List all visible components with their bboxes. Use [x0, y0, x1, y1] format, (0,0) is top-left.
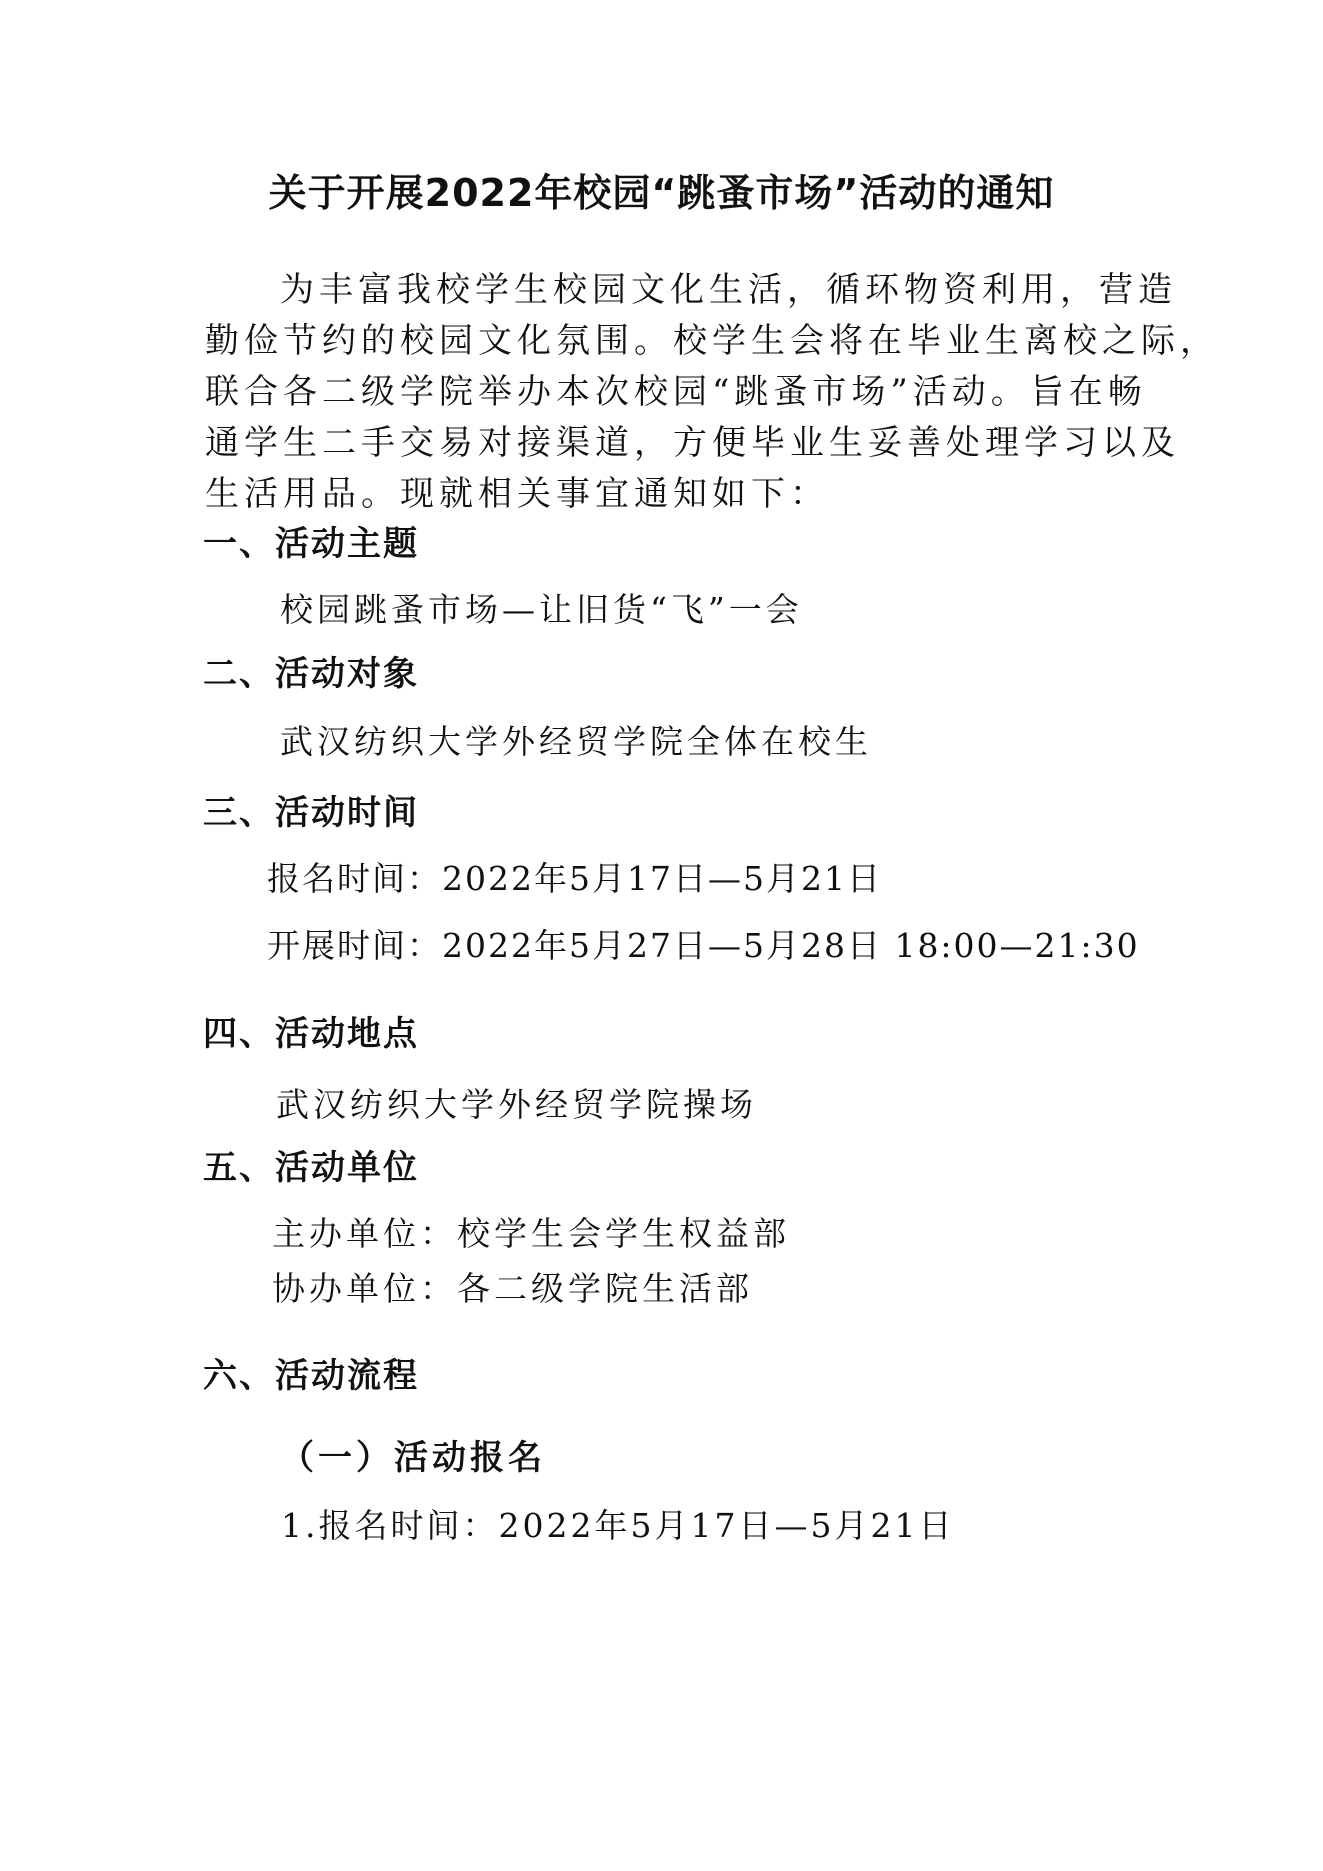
intro-line-3: 联合各二级学院举办本次校园“跳蚤市场”活动。旨在畅 — [205, 372, 1147, 412]
co-host-unit: 协办单位：各二级学院生活部 — [272, 1269, 753, 1308]
section-heading-units: 五、活动单位 — [203, 1148, 419, 1188]
host-unit: 主办单位：校学生会学生权益部 — [272, 1214, 790, 1253]
intro-line-5: 生活用品。现就相关事宜通知如下： — [205, 474, 829, 514]
intro-line-2: 勤俭节约的校园文化氛围。校学生会将在毕业生离校之际， — [205, 321, 1219, 361]
intro-line-4: 通学生二手交易对接渠道，方便毕业生妥善处理学习以及 — [205, 423, 1180, 463]
event-time: 开展时间：2022年5月27日—5月28日 18:00—21:30 — [267, 926, 1140, 965]
process-sub-heading: （一）活动报名 — [280, 1438, 546, 1478]
process-item-1: 1.报名时间：2022年5月17日—5月21日 — [281, 1506, 955, 1545]
section-heading-audience: 二、活动对象 — [203, 654, 419, 694]
section-heading-process: 六、活动流程 — [203, 1356, 419, 1396]
audience-text: 武汉纺织大学外经贸学院全体在校生 — [280, 722, 872, 761]
section-heading-theme: 一、活动主题 — [203, 524, 419, 564]
location-text: 武汉纺织大学外经贸学院操场 — [276, 1085, 757, 1124]
section-heading-location: 四、活动地点 — [203, 1014, 419, 1054]
page-title: 关于开展2022年校园“跳蚤市场”活动的通知 — [268, 171, 1055, 215]
registration-time: 报名时间：2022年5月17日—5月21日 — [267, 859, 882, 898]
theme-text: 校园跳蚤市场—让旧货“飞”一会 — [280, 590, 803, 629]
section-heading-time: 三、活动时间 — [203, 793, 419, 833]
intro-line-1: 为丰富我校学生校园文化生活，循环物资利用，营造 — [280, 270, 1177, 310]
